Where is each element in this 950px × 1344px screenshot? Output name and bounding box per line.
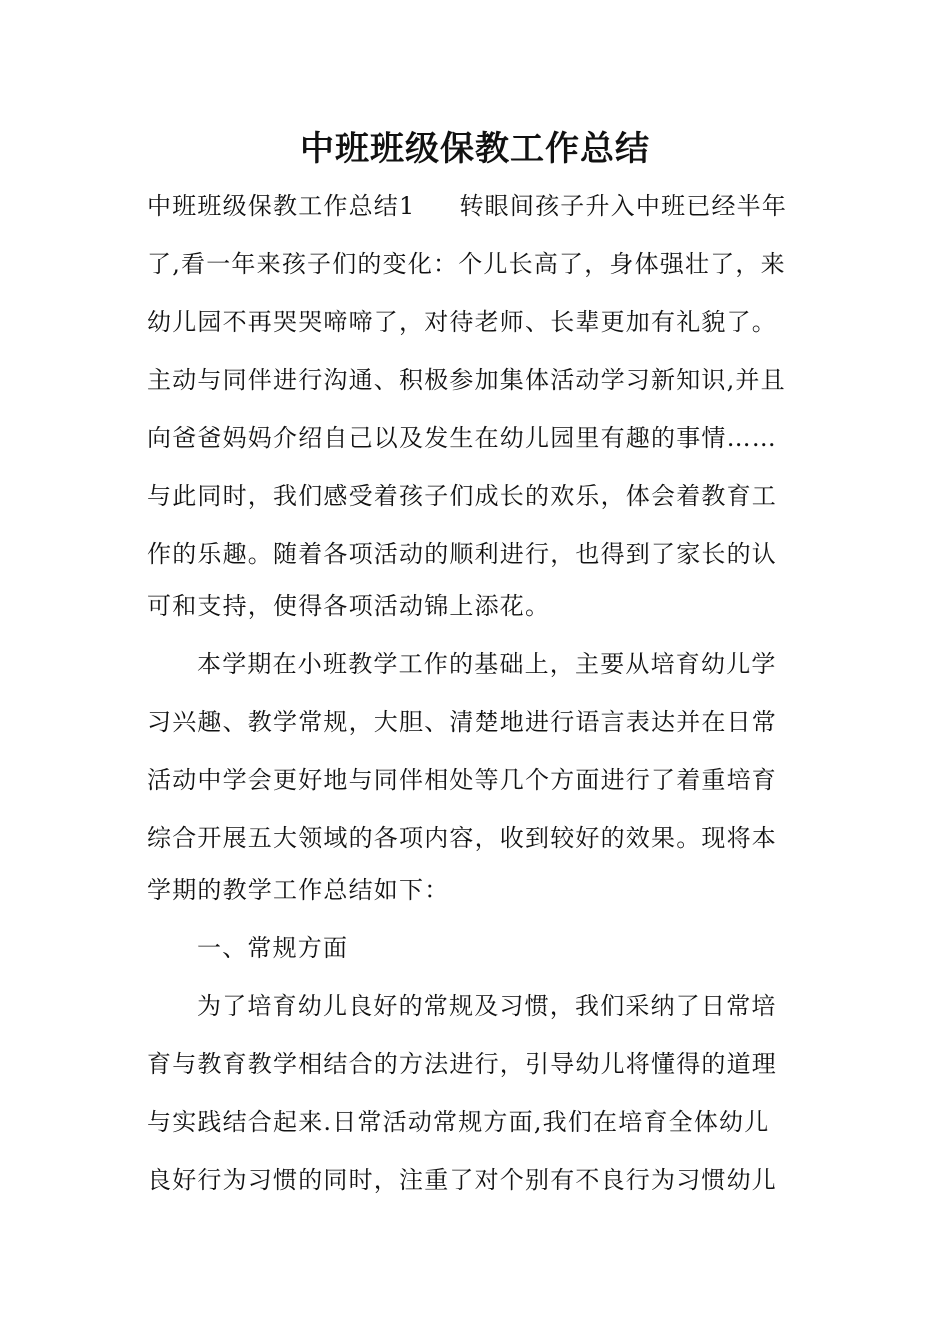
- intro-label: 中班班级保教工作总结1: [147, 192, 416, 220]
- paragraph-line: 主动与同伴进行沟通、积极参加集体活动学习新知识,并且: [147, 366, 786, 394]
- paragraph-line: [147, 186, 807, 226]
- section-heading: 一、常规方面: [197, 934, 349, 962]
- paragraph-line: 育与教育教学相结合的方法进行，引导幼儿将懂得的道理: [147, 1050, 777, 1078]
- paragraph-line: 与实践结合起来.日常活动常规方面,我们在培育全体幼儿: [147, 1108, 770, 1136]
- paragraph-line: 活动中学会更好地与同伴相处等几个方面进行了着重培育: [147, 766, 777, 794]
- paragraph-line: 向爸爸妈妈介绍自己以及发生在幼儿园里有趣的事情……: [147, 424, 777, 452]
- paragraph-line: 习兴趣、教学常规，大胆、清楚地进行语言表达并在日常: [147, 708, 777, 736]
- paragraph-line: 作的乐趣。随着各项活动的顺利进行，也得到了家长的认: [147, 540, 777, 568]
- paragraph-line: 综合开展五大领域的各项内容，收到较好的效果。现将本: [147, 824, 777, 852]
- paragraph-line: 学期的教学工作总结如下：: [147, 876, 450, 904]
- paragraph-line: 了,看一年来孩子们的变化：个儿长高了，身体强壮了，来: [147, 250, 786, 278]
- paragraph-line: 本学期在小班教学工作的基础上，主要从培育幼儿学: [197, 650, 777, 678]
- document-title: 中班班级保教工作总结: [300, 129, 650, 169]
- paragraph-line: 与此同时，我们感受着孩子们成长的欢乐，体会着教育工: [147, 482, 777, 510]
- paragraph-line: 可和支持，使得各项活动锦上添花。: [147, 592, 551, 620]
- paragraph-line: 为了培育幼儿良好的常规及习惯，我们采纳了日常培: [197, 992, 777, 1020]
- paragraph-line: 幼儿园不再哭哭啼啼了，对待老师、长辈更加有礼貌了。: [147, 308, 777, 336]
- intro-text: 转眼间孩子升入中班已经半年: [459, 192, 788, 220]
- paragraph-line: 良好行为习惯的同时，注重了对个别有不良行为习惯幼儿: [147, 1166, 777, 1194]
